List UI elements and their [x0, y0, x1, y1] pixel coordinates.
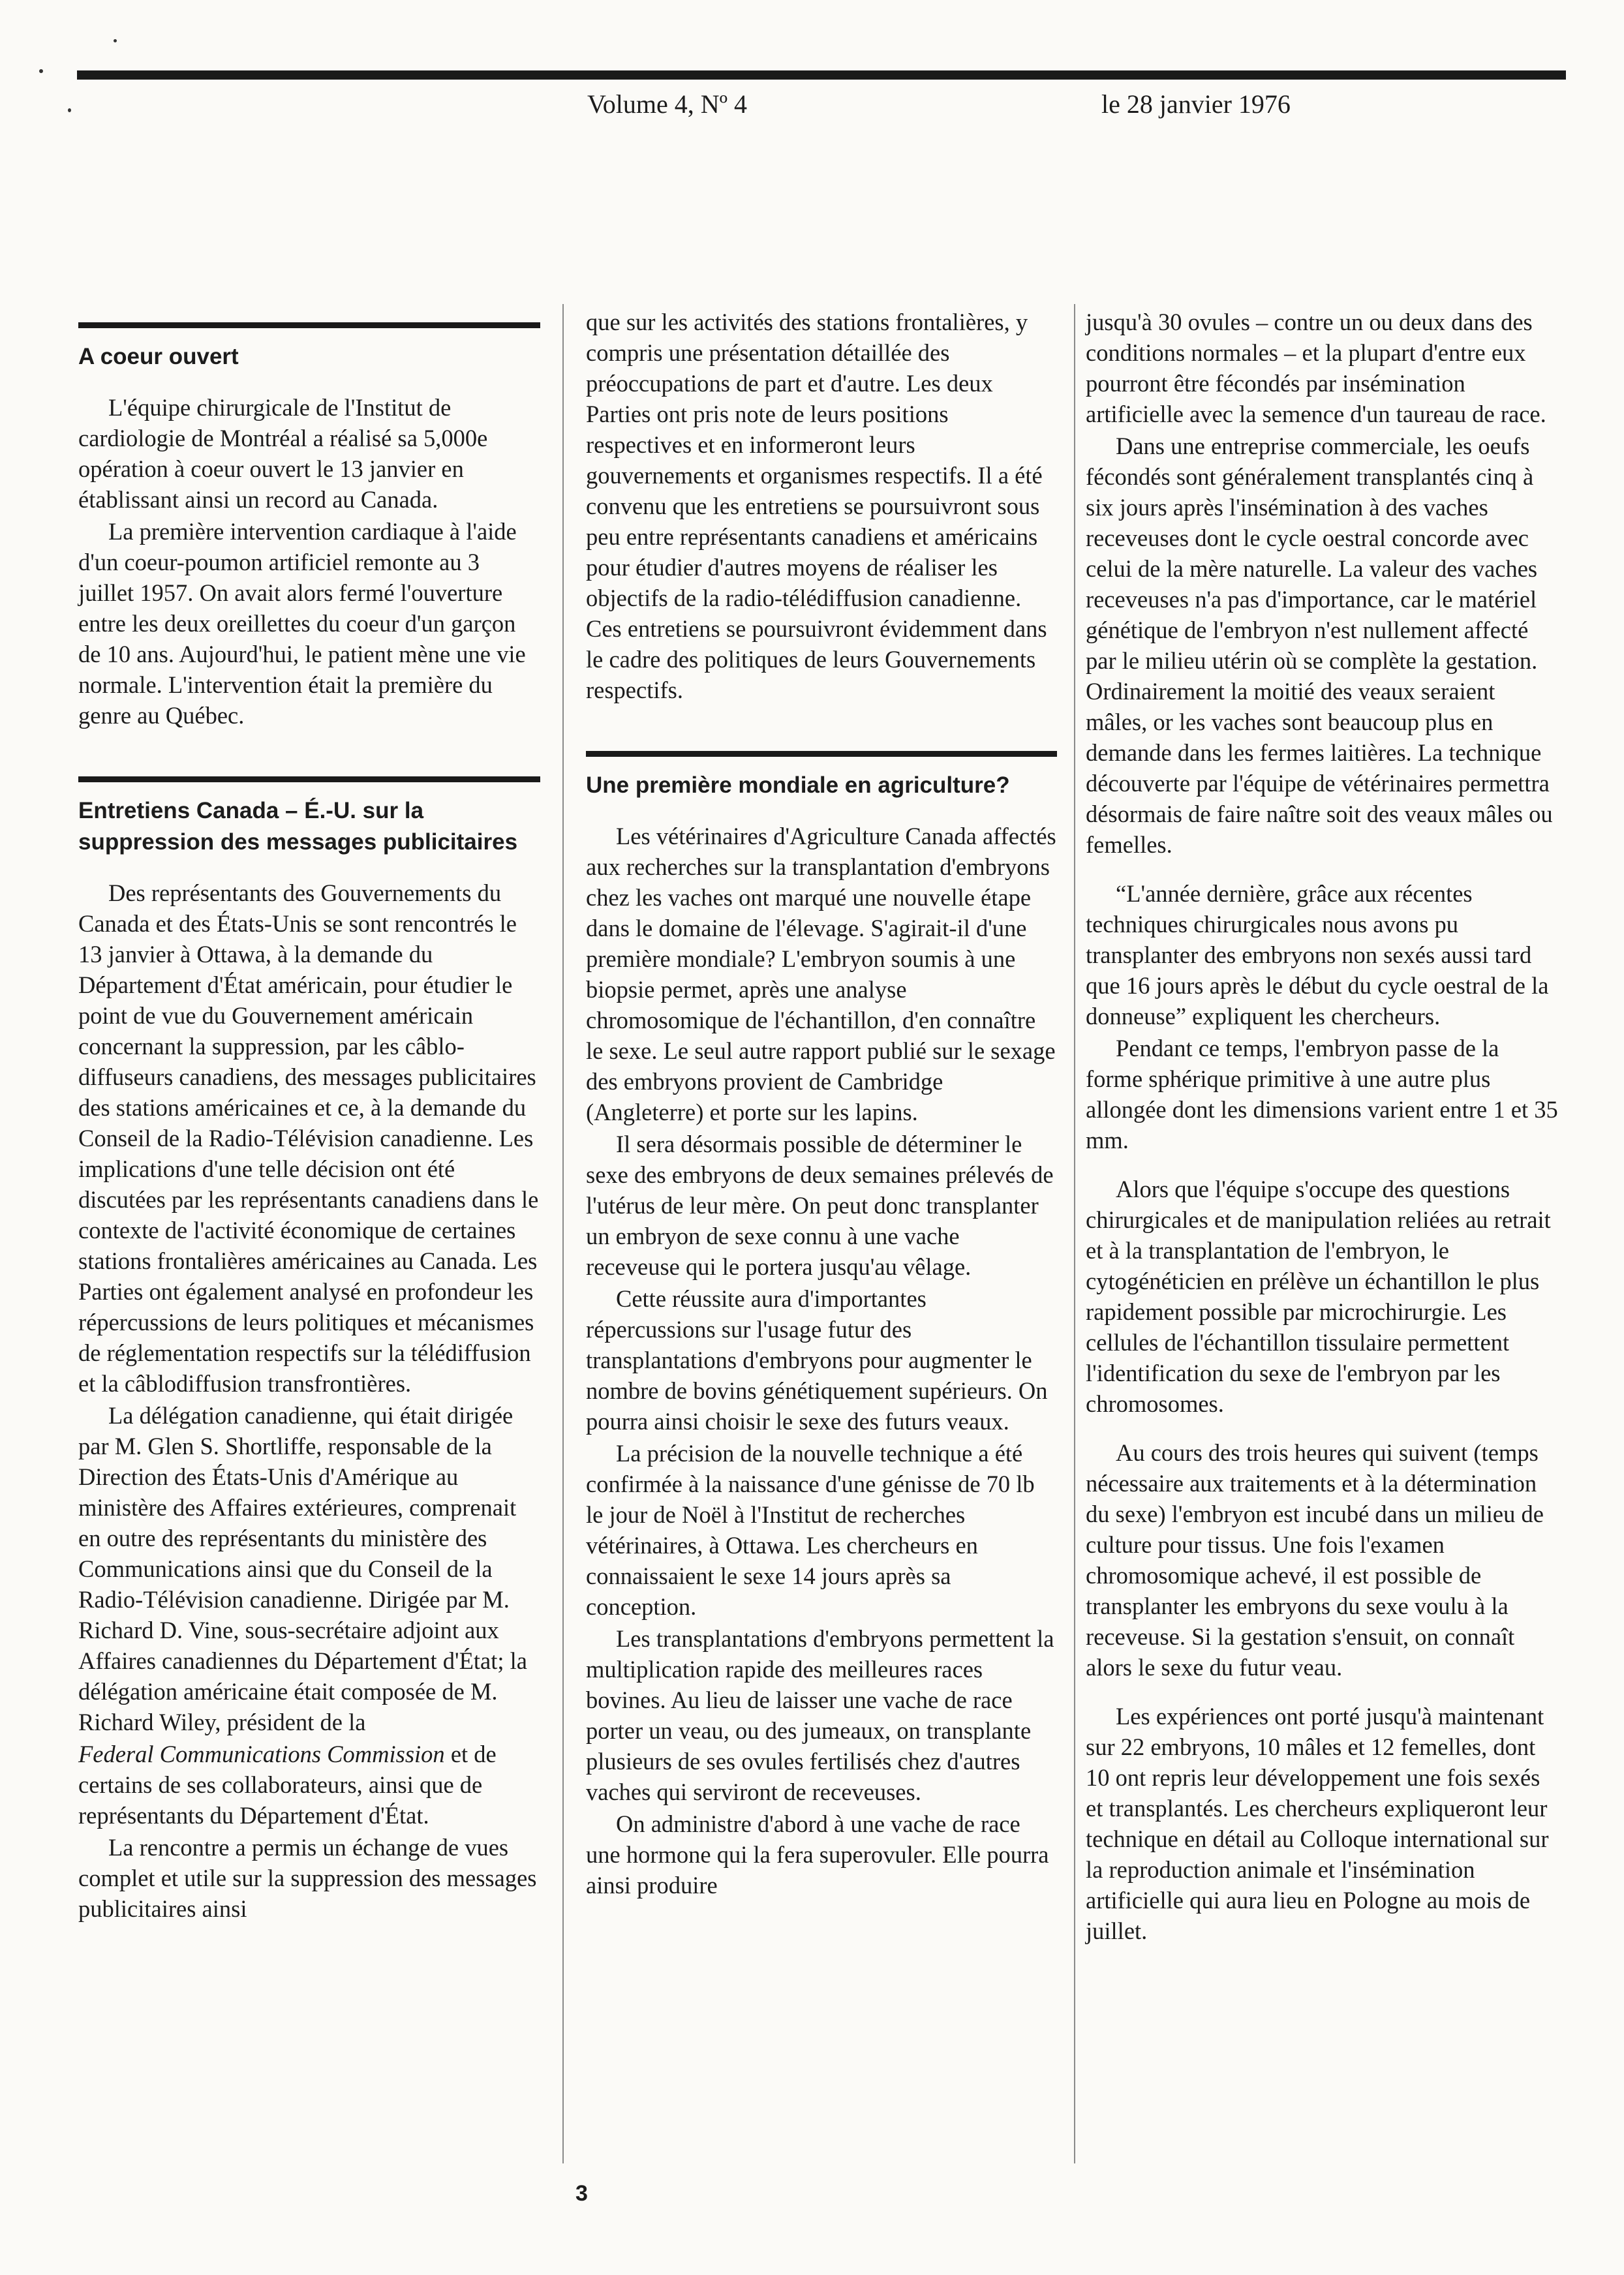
- scan-speck: [39, 69, 43, 73]
- article-paragraph: Dans une entreprise commerciale, les oeufs fécondés sont généralement transplantés cinq à six jours après l'insémination à des vaches receveuses dont le cycle oestral concorde avec celui de la mère naturelle. La valeur des vaches receveuses n'a pas d'importance, car le matériel génétique de l'embryon n'est nullement affecté par le milieu utérin où se complète la gestation. Ordinairement la moitié des veaux seraient mâles, or les vaches sont beaucoup plus en demande dans les fermes laitières. La technique découverte par l'équipe de vétérinaires permettra désormais de faire naître soit des veaux mâles ou femelles.: [1086, 433, 1553, 858]
- article-paragraph: [78, 1739, 540, 1831]
- article-paragraph: “L'année dernière, grâce aux récentes techniques chirurgicales nous avons pu transplanter des embryons non sexés aussi tard que 16 jours après le début du cycle oestral de la donneuse” expliquent les chercheurs.: [1086, 880, 1549, 1030]
- article-paragraph: Les vétérinaires d'Agriculture Canada affectés aux recherches sur la transplantation d'embryons chez les vaches ont marqué une nouvelle étape dans le domaine de l'élevage. S'agirait-il d'une première mondiale? L'embryon soumis à une biopsie permet, après une analyse chromosomique de l'échantillon, d'en connaître le sexe. Le seul autre rapport publié sur le sexage des embryons provient de Cambridge (Angleterre) et porte sur les lapins.: [586, 823, 1056, 1125]
- article-paragraph: On administre d'abord à une vache de race une hormone qui la fera superovuler. Elle pourra ainsi produire: [586, 1810, 1049, 1899]
- article-paragraph: Des représentants des Gouvernements du Canada et des États-Unis se sont rencontrés le 13 janvier à Ottawa, à la demande du Département d'État américain, pour étudier le point de vue du Gouvernement américain concernant la suppression, par les câblo-diffuseurs canadiens, des messages publicitaires des stations américaines et ce, à la demande du Conseil de la Radio-Télévision canadienne. Les implications d'une telle décision ont été discutées par les représentants canadiens dans le contexte de l'activité économique de certaines stations frontalières américaines au Canada. Les Parties ont également analysé en profondeur les répercussions de leurs politiques et mécanismes de réglementation respectifs sur la télédiffusion et la câblodiffusion transfrontières.: [78, 879, 539, 1397]
- article-paragraph: La rencontre a permis un échange de vues complet et utile sur la suppression des messages publicitaires ainsi: [78, 1834, 537, 1922]
- scan-speck: [114, 39, 117, 42]
- article-paragraph: Au cours des trois heures qui suivent (temps nécessaire aux traitements et à la détermination du sexe) l'embryon est incubé dans un milieu de culture pour tissus. Une fois l'examen chromosomique achevé, il est possible de transplanter les embryons du sexe voulu à la receveuse. Si la gestation s'ensuit, on connaît alors le sexe du futur veau.: [1086, 1439, 1544, 1681]
- column-3: [1086, 307, 1561, 1946]
- article-paragraph: jusqu'à 30 ovules – contre un ou deux dans des conditions normales – et la plupart d'entre eux pourront être fécondés par insémination artificielle avec la semence d'un taureau de race.: [1086, 309, 1546, 427]
- section-rule: [78, 322, 540, 328]
- article-paragraph: Les expériences ont porté jusqu'à maintenant sur 22 embryons, 10 mâles et 12 femelles, dont 10 ont repris leur développement une fois sexés et transplantés. Les chercheurs expliqueront leur technique en détail au Colloque international sur la reproduction animale et l'insémination artificielle qui aura lieu en Pologne au mois de juillet.: [1086, 1703, 1549, 1944]
- article-entretiens-canada-eu: [78, 776, 540, 1924]
- article-paragraph: Il sera désormais possible de déterminer le sexe des embryons de deux semaines prélevés de l'utérus de leur mère. On peut donc transplanter un embryon de sexe connu à une vache receveuse qui le portera jusqu'au vêlage.: [586, 1131, 1054, 1280]
- article-premiere-mondiale: [586, 751, 1057, 1901]
- section-rule: [586, 751, 1057, 757]
- issue-date: le 28 janvier 1976: [1101, 89, 1291, 119]
- article-headline: Entretiens Canada – É.-U. sur la suppression des messages publicitaires: [78, 798, 518, 855]
- article-headline: Une première mondiale en agriculture?: [586, 772, 1010, 798]
- article-paragraph: Cette réussite aura d'importantes répercussions sur l'usage futur des transplantations d'embryons pour augmenter le nombre de bovins génétiquement supérieurs. On pourra ainsi choisir le sexe des futurs veaux.: [586, 1285, 1048, 1435]
- article-paragraph: La précision de la nouvelle technique a été confirmée à la naissance d'une génisse de 70 lb le jour de Noël à l'Institut de recherches vétérinaires, à Ottawa. Les chercheurs en connaissaient le sexe 14 jours après sa conception.: [586, 1440, 1035, 1620]
- article-paragraph: Pendant ce temps, l'embryon passe de la forme sphérique primitive à une autre plus allongée dont les dimensions varient entre 1 et 35 mm.: [1086, 1035, 1558, 1153]
- article-paragraph: L'équipe chirurgicale de l'Institut de cardiologie de Montréal a réalisé sa 5,000e opération à coeur ouvert le 13 janvier en établissant ainsi un record au Canada.: [78, 394, 488, 513]
- column-divider: [1074, 304, 1075, 2163]
- article-paragraph: Les transplantations d'embryons permettent la multiplication rapide des meilleures races bovines. Au lieu de laisser une vache de race porter un veau, ou des jumeaux, on transplante plusieurs de ses ovules fertilisés chez d'autres vaches qui serviront de receveuses.: [586, 1625, 1054, 1805]
- volume-number: Volume 4, Nº 4: [587, 89, 747, 119]
- article-paragraph: La délégation canadienne, qui était dirigée par M. Glen S. Shortliffe, responsable de la Direction des États-Unis d'Amérique au ministère des Affaires extérieures, comprenait en outre des représentants du ministère des Communications ainsi que du Conseil de la Radio-Télévision canadienne. Dirigée par M. Richard D. Vine, sous-secrétaire adjoint aux Affaires canadiennes du Département d'État; la délégation américaine était composée de M. Richard Wiley, président de la: [78, 1402, 527, 1735]
- article-paragraph: Alors que l'équipe s'occupe des questions chirurgicales et de manipulation reliées au retrait et à la transplantation de l'embryon, le cytogénéticien en prélève un échantillon le plus rapidement possible par microchirurgie. Les cellules de l'échantillon tissulaire permettent l'identification du sexe de l'embryon par les chromosomes.: [1086, 1176, 1551, 1417]
- page-number: 3: [575, 2181, 588, 2206]
- italic-organisation-name: Federal Communications Commission: [78, 1741, 445, 1767]
- column-2: [586, 307, 1057, 1901]
- header-rule: [77, 70, 1566, 80]
- scan-speck: [68, 108, 71, 112]
- article-paragraph: La première intervention cardiaque à l'aide d'un coeur-poumon artificiel remonte au 3 juillet 1957. On avait alors fermé l'ouverture entre les deux oreillettes du coeur d'un garçon de 10 ans. Aujourd'hui, le patient mène une vie normale. L'intervention était la première du genre au Québec.: [78, 518, 526, 729]
- article-paragraph: que sur les activités des stations frontalières, y compris une présentation détaillée des préoccupations de part et d'autre. Les deux Parties ont pris note de leurs positions respectives et en informeront leurs gouvernements et organismes respectifs. Il a été convenu que les entretiens se poursuivront sous peu entre représentants canadiens et américains pour étudier d'autres moyens de réaliser les objectifs de la radio-télédiffusion canadienne. Ces entretiens se poursuivront évidemment dans le cadre des politiques de leurs Gouvernements respectifs.: [586, 309, 1047, 703]
- article-paragraph-text: et de certains de ses collaborateurs, ainsi que de représentants du Département d'État.: [78, 1741, 497, 1829]
- article-coeur-ouvert: [78, 322, 540, 731]
- column-1: [78, 307, 540, 1924]
- article-entretiens-continued: [586, 307, 1057, 705]
- column-divider: [562, 304, 564, 2163]
- article-headline: A coeur ouvert: [78, 344, 239, 369]
- section-rule: [78, 776, 540, 782]
